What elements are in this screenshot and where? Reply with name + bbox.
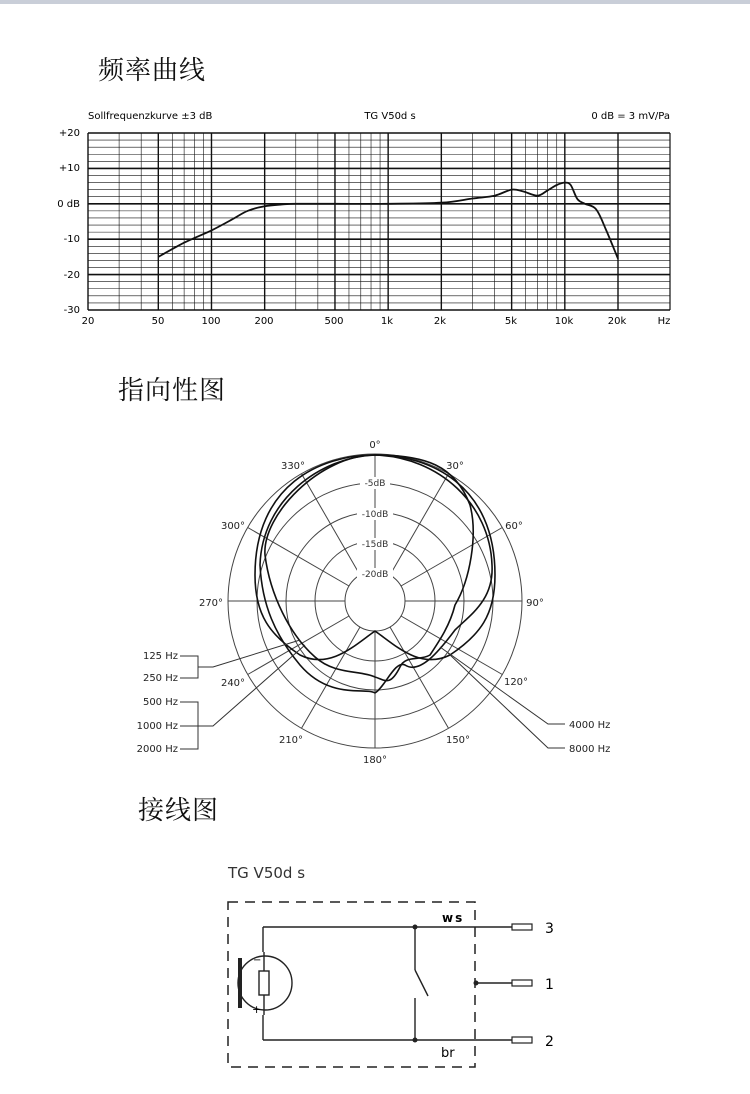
frequency-curve-title: 频率曲线 <box>98 56 207 86</box>
junction-bottom <box>413 1038 418 1043</box>
legend-leaders-right <box>440 647 565 748</box>
chart-header-right: 0 dB = 3 mV/Pa <box>591 111 670 122</box>
legend-leaders-left <box>180 640 305 749</box>
frequency-response-chart <box>0 100 750 340</box>
angle-label-210: 210° <box>278 735 304 746</box>
legend-1000hz: 1000 Hz <box>136 721 178 732</box>
y-axis-labels <box>57 128 80 316</box>
angle-label-150: 150° <box>445 735 471 746</box>
x-tick-label: 200 <box>254 316 274 327</box>
y-tick-label: -10 <box>63 234 80 245</box>
wiring-diagram <box>0 850 750 1080</box>
plus-sign: + <box>252 1003 262 1016</box>
db-label: -20dB <box>361 570 389 580</box>
junction-housing <box>474 981 479 986</box>
junction-top <box>413 925 418 930</box>
capsule-element <box>259 971 269 995</box>
x-axis-labels <box>82 316 671 327</box>
x-tick-label: 2k <box>433 316 447 327</box>
minus-sign: − <box>253 955 262 966</box>
angle-label-330: 330° <box>280 461 306 472</box>
db-label: -5dB <box>364 479 386 489</box>
x-tick-label: 20k <box>607 316 627 327</box>
legend-250hz: 250 Hz <box>142 673 178 684</box>
wiring-diagram-title: 接线图 <box>138 796 220 826</box>
legend-4000hz: 4000 Hz <box>569 720 611 731</box>
capsule-circle <box>238 956 292 1010</box>
legend-2000hz: 2000 Hz <box>136 744 178 755</box>
leader-line-4000 <box>440 647 565 724</box>
chart-header-center: TG V50d s <box>364 111 416 122</box>
y-tick-label: +10 <box>58 163 80 174</box>
legend-125hz: 125 Hz <box>142 651 178 662</box>
angle-label-270: 270° <box>198 598 224 609</box>
angle-label-120: 120° <box>503 677 529 688</box>
legend-right <box>569 720 610 755</box>
angle-label-0: 0° <box>369 440 381 451</box>
x-tick-label: 5k <box>504 316 518 327</box>
x-tick-label: 50 <box>151 316 165 327</box>
x-tick-label: 500 <box>324 316 344 327</box>
polar-spokes <box>228 454 522 748</box>
x-tick-label: 20 <box>81 316 95 327</box>
top-bar <box>0 0 750 4</box>
microphone-capsule-symbol <box>238 952 292 1016</box>
polar-pattern-diagram <box>0 425 750 780</box>
pin-3-label: 3 <box>545 921 554 937</box>
x-tick-label: 1k <box>380 316 394 327</box>
x-unit-label: Hz <box>657 316 671 327</box>
output-pins <box>512 921 554 1050</box>
angle-label-300: 300° <box>220 521 246 532</box>
legend-8000hz: 8000 Hz <box>569 744 611 755</box>
y-tick-label: 0 dB <box>57 199 80 210</box>
legend-500hz: 500 Hz <box>142 697 178 708</box>
angle-label-30: 30° <box>446 461 464 472</box>
angle-label-60: 60° <box>505 521 523 532</box>
leader-bracket-low <box>180 656 198 678</box>
leader-line-mid <box>198 645 305 726</box>
db-label: -10dB <box>361 510 389 520</box>
angle-label-90: 90° <box>526 598 544 609</box>
chart-grid <box>88 133 670 310</box>
pin-3-contact <box>512 924 532 930</box>
wire-color-ws: ws <box>442 911 465 925</box>
pin-1-label: 1 <box>545 977 554 993</box>
wire-color-br: br <box>441 1046 455 1061</box>
db-label: -15dB <box>361 540 389 550</box>
y-tick-label: +20 <box>58 128 80 139</box>
wiring-model-label: TG V50d s <box>228 864 306 882</box>
angle-label-240: 240° <box>220 678 246 689</box>
x-tick-label: 10k <box>554 316 574 327</box>
pin-2-contact <box>512 1037 532 1043</box>
polar-pattern-title: 指向性图 <box>118 376 227 406</box>
angle-label-180: 180° <box>362 755 388 766</box>
chart-header-left: Sollfrequenzkurve ±3 dB <box>88 111 213 122</box>
y-tick-label: -20 <box>63 270 80 281</box>
pin-2-label: 2 <box>545 1034 554 1050</box>
switch-blade <box>415 970 428 996</box>
x-tick-label: 100 <box>201 316 221 327</box>
pin-1-contact <box>512 980 532 986</box>
y-tick-label: -30 <box>63 305 80 316</box>
legend-left <box>137 651 178 755</box>
